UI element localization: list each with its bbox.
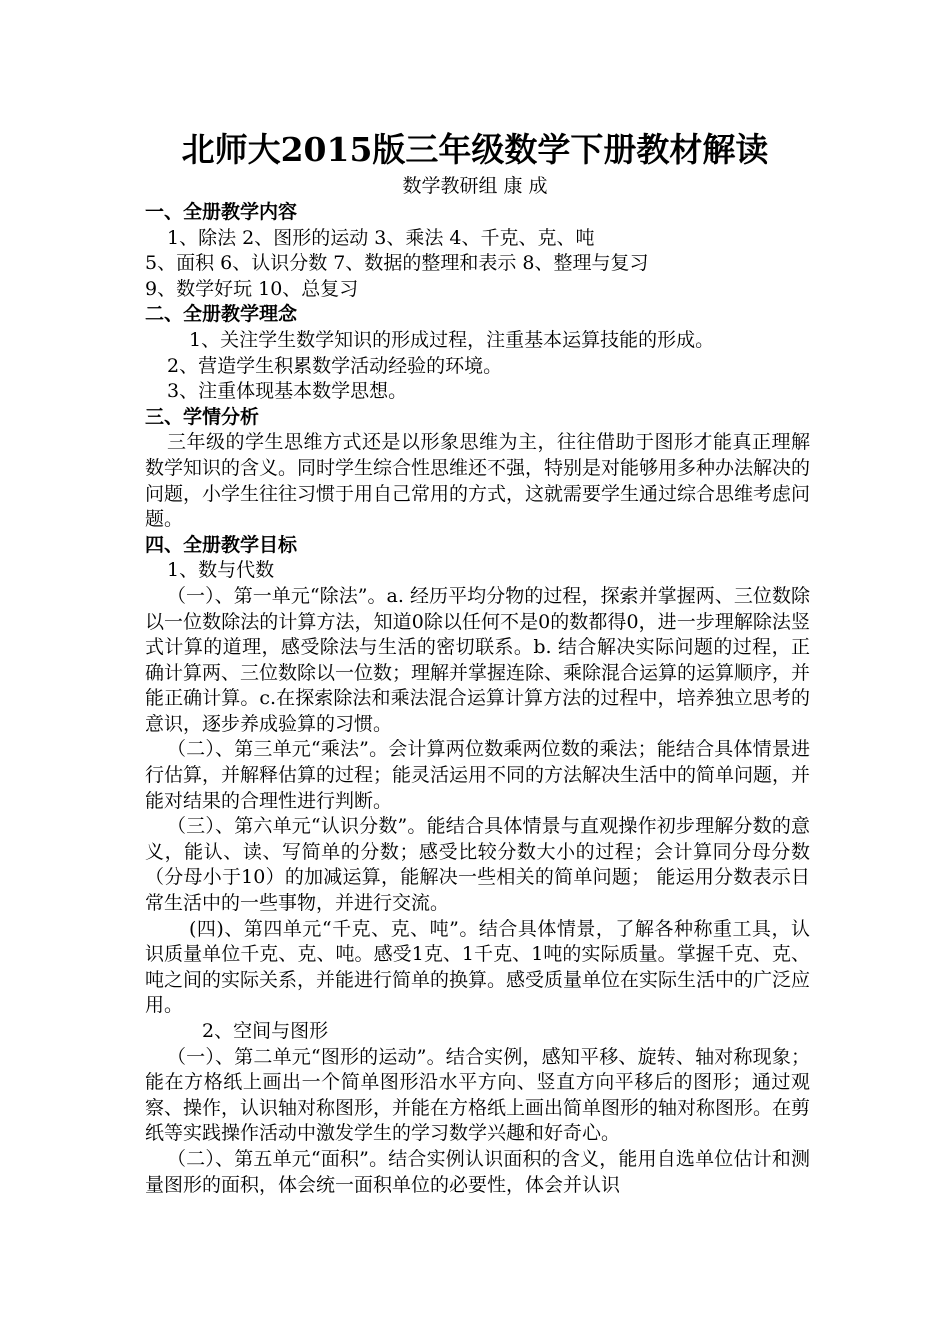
section-heading: 四、全册教学目标 (145, 533, 298, 556)
author-line: 数学教研组 康 成 (402, 175, 548, 197)
paragraph: （二）、第三单元“乘法”。会计算两位数乘两位数的乘法；能结合具体情景进行估算，并解释估算的过程；能灵活运用不同的方法解决生活中的简单问题，并能对结果的合理性进行判断。 (145, 738, 811, 812)
paragraph: （一）、第二单元“图形的运动”。结合实例，感知平移、旋转、轴对称现象；能在方格纸上画出一个简单图形沿水平方向、竖直方向平移后的图形；通过观察、操作，认识轴对称图形，并能在方格纸上画出简单图形的轴对称图形。在剪纸等实践操作活动中激发学生的学习数学兴趣和好奇心。 (145, 1045, 811, 1145)
subsection-heading: 1、数与代数 (167, 559, 275, 582)
content-line: 9、数学好玩 10、总复习 (145, 277, 359, 300)
list-item: 3、注重体现基本数学思想。 (167, 380, 408, 403)
paragraph: 三年级的学生思维方式还是以形象思维为主，往往借助于图形才能真正理解数学知识的含义。同时学生综合性思维还不强，特别是对能够用多种办法解决的问题，小学生往往习惯于用自己常用的方式，这就需要学生通过综合思维考虑问题。 (145, 431, 811, 531)
section-heading: 二、全册教学理念 (145, 303, 298, 326)
list-item: 2、营造学生积累数学活动经验的环境。 (167, 354, 503, 377)
paragraph: （三）、第六单元“认识分数”。能结合具体情景与直观操作初步理解分数的意义，能认、读、写简单的分数；感受比较分数大小的过程；会计算同分母分数（分母小于10）的加减运算，能解决一些相关的简单问题； 能运用分数表示日常生活中的一些事物，并进行交流。 (145, 815, 810, 915)
subsection-heading: 2、空间与图形 (202, 1020, 329, 1042)
list-item: 1、关注学生数学知识的形成过程，注重基本运算技能的形成。 (189, 328, 715, 351)
content-line: 5、面积 6、认识分数 7、数据的整理和表示 8、整理与复习 (145, 252, 649, 275)
document-body (145, 200, 810, 1198)
content-line: 1、除法 2、图形的运动 3、乘法 4、千克、克、吨 (167, 226, 595, 249)
paragraph: （二）、第五单元“面积”。结合实例认识面积的含义，能用自选单位估计和测量图形的面积，体会统一面积单位的必要性，体会并认识 (145, 1147, 810, 1196)
section-heading: 三、学情分析 (145, 405, 260, 428)
paragraph: （一）、第一单元“除法”。a. 经历平均分物的过程，探索并掌握两、三位数除以一位数除法的计算方法，知道0除以任何不是0的数都得0，进一步理解除法竖式计算的道理，感受除法与生活的密切联系。b. 结合解决实际问题的过程，正确计算两、三位数除以一位数；理解并掌握连除、乘除混合运算的运算顺序，并能正确计算。c.在探索除法和乘法混合运算计算方法的过程中，培养独立思考的意识，逐步养成验算的习惯。 (145, 584, 811, 735)
section-heading: 一、全册教学内容 (145, 201, 298, 223)
paragraph: (四)、第四单元“千克、克、吨”。结合具体情景，了解各种称重工具，认识质量单位千克、克、吨。感受1克、1千克、1吨的实际质量。掌握千克、克、吨之间的实际关系，并能进行简单的换算。感受质量单位在实际生活中的广泛应用。 (145, 917, 811, 1017)
document-title: 北师大2015版三年级数学下册教材解读 (181, 130, 769, 169)
